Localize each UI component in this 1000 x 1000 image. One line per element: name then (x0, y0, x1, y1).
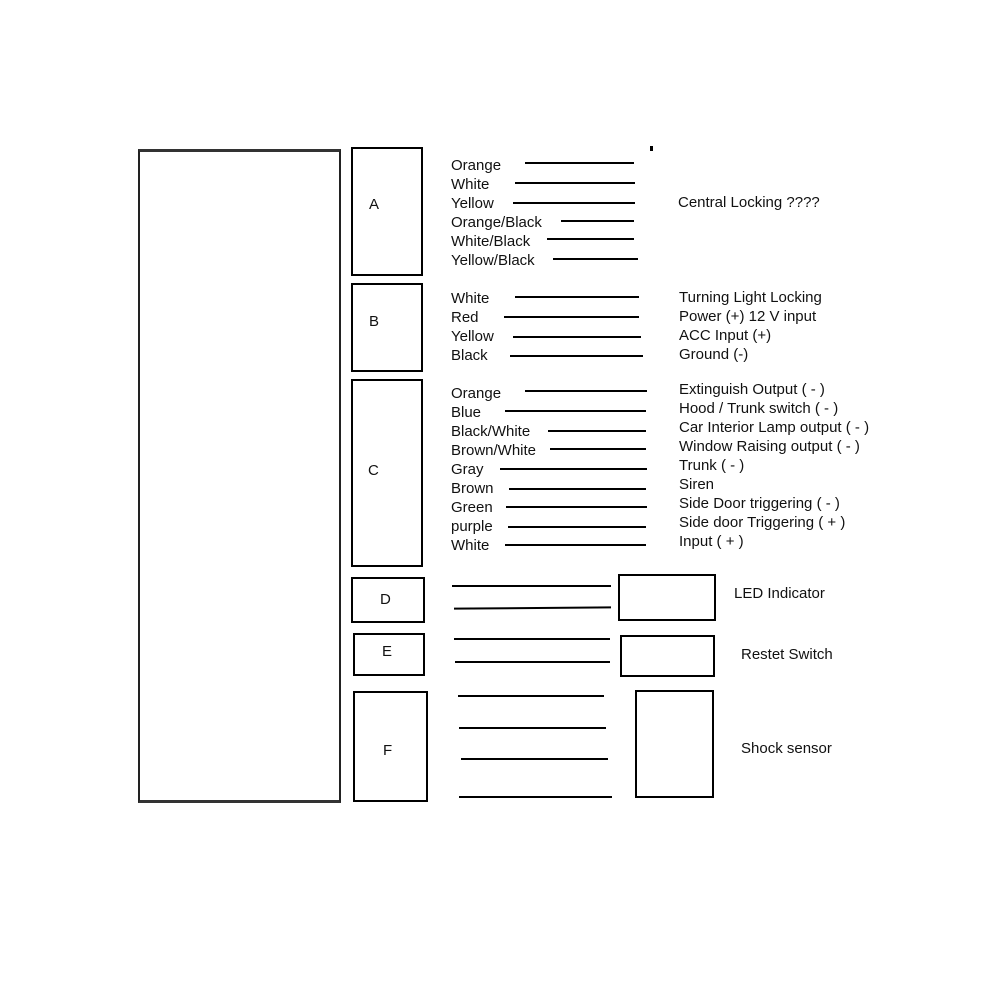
connector-e-box (353, 633, 425, 676)
wire-a-4 (561, 220, 634, 222)
connector-a-box (351, 147, 423, 276)
wire-c-3-function: Car Interior Lamp output ( - ) (679, 419, 870, 436)
wire-e-1 (454, 638, 610, 640)
stray-mark (650, 146, 653, 151)
wire-c-1-color: Orange (451, 385, 502, 402)
wire-c-7-color: Green (451, 499, 493, 516)
wire-b-1-function: Turning Light Locking (679, 289, 822, 306)
wire-c-6-function: Siren (679, 476, 715, 493)
wire-c-1 (525, 390, 647, 392)
wire-c-2-function: Hood / Trunk switch ( - ) (679, 400, 839, 417)
wire-c-7-function: Side Door triggering ( - ) (679, 495, 840, 512)
connector-c-label: C (368, 462, 379, 479)
wire-a-2 (515, 182, 635, 184)
led-indicator-box (618, 574, 716, 621)
shock-sensor-label: Shock sensor (741, 740, 832, 757)
wire-b-3-function: ACC Input (+) (679, 327, 772, 344)
wire-a-1 (525, 162, 634, 164)
wire-a-3 (513, 202, 635, 204)
wire-c-6-color: Brown (451, 480, 494, 497)
wire-a-6-color: Yellow/Black (451, 252, 535, 269)
wire-c-9-function: Input ( + ) (679, 533, 744, 550)
wire-c-5-color: Gray (451, 461, 484, 478)
wire-d-2 (454, 606, 611, 609)
wire-c-4 (550, 448, 646, 450)
wire-c-3-color: Black/White (451, 423, 531, 440)
wire-b-3-color: Yellow (451, 328, 494, 345)
wire-f-2 (459, 727, 606, 729)
wire-c-2 (505, 410, 646, 412)
wire-c-8-color: purple (451, 518, 493, 535)
wire-d-1 (452, 585, 611, 587)
connector-e-label: E (382, 643, 393, 660)
wire-a-5 (547, 238, 634, 240)
connector-a-function: Central Locking ???? (678, 194, 820, 211)
connector-c-box (351, 379, 423, 567)
led-indicator-label: LED Indicator (734, 585, 825, 602)
connector-b-label: B (369, 313, 380, 330)
wire-c-8-function: Side door Triggering ( + ) (679, 514, 846, 531)
wire-b-2 (504, 316, 639, 318)
wire-b-4-function: Ground (-) (679, 346, 749, 363)
wire-b-2-function: Power (+) 12 V input (679, 308, 817, 325)
wire-f-3 (461, 758, 608, 760)
wire-a-1-color: Orange (451, 157, 502, 174)
wire-c-5 (500, 468, 647, 470)
reset-switch-box (620, 635, 715, 677)
wire-c-5-function: Trunk ( - ) (679, 457, 745, 474)
wire-a-4-color: Orange/Black (451, 214, 542, 231)
wire-c-4-color: Brown/White (451, 442, 537, 459)
wire-c-7 (506, 506, 647, 508)
wire-c-9-color: White (451, 537, 490, 554)
wire-b-4 (510, 355, 643, 357)
shock-sensor-box (635, 690, 714, 798)
wire-a-6 (553, 258, 638, 260)
wire-c-3 (548, 430, 646, 432)
wire-b-4-color: Black (451, 347, 488, 364)
connector-d-box (351, 577, 425, 623)
wire-c-9 (505, 544, 646, 546)
wire-c-8 (508, 526, 646, 528)
wire-b-1 (515, 296, 639, 298)
wire-a-3-color: Yellow (451, 195, 494, 212)
connector-b-box (351, 283, 423, 372)
connector-f-box (353, 691, 428, 802)
wire-f-1 (458, 695, 604, 697)
wire-a-2-color: White (451, 176, 490, 193)
connector-f-label: F (383, 742, 393, 759)
wire-b-1-color: White (451, 290, 490, 307)
wire-c-6 (509, 488, 646, 490)
wire-c-4-function: Window Raising output ( - ) (679, 438, 860, 455)
reset-switch-label: Restet Switch (741, 646, 833, 663)
wire-c-2-color: Blue (451, 404, 482, 421)
connector-a-label: A (369, 196, 380, 213)
wire-b-2-color: Red (451, 309, 479, 326)
main-control-unit (138, 149, 341, 803)
wire-b-3 (513, 336, 641, 338)
wire-c-1-function: Extinguish Output ( - ) (679, 381, 825, 398)
wire-e-2 (455, 661, 610, 663)
wire-a-5-color: White/Black (451, 233, 531, 250)
wire-f-4 (459, 796, 612, 798)
connector-d-label: D (380, 591, 391, 608)
